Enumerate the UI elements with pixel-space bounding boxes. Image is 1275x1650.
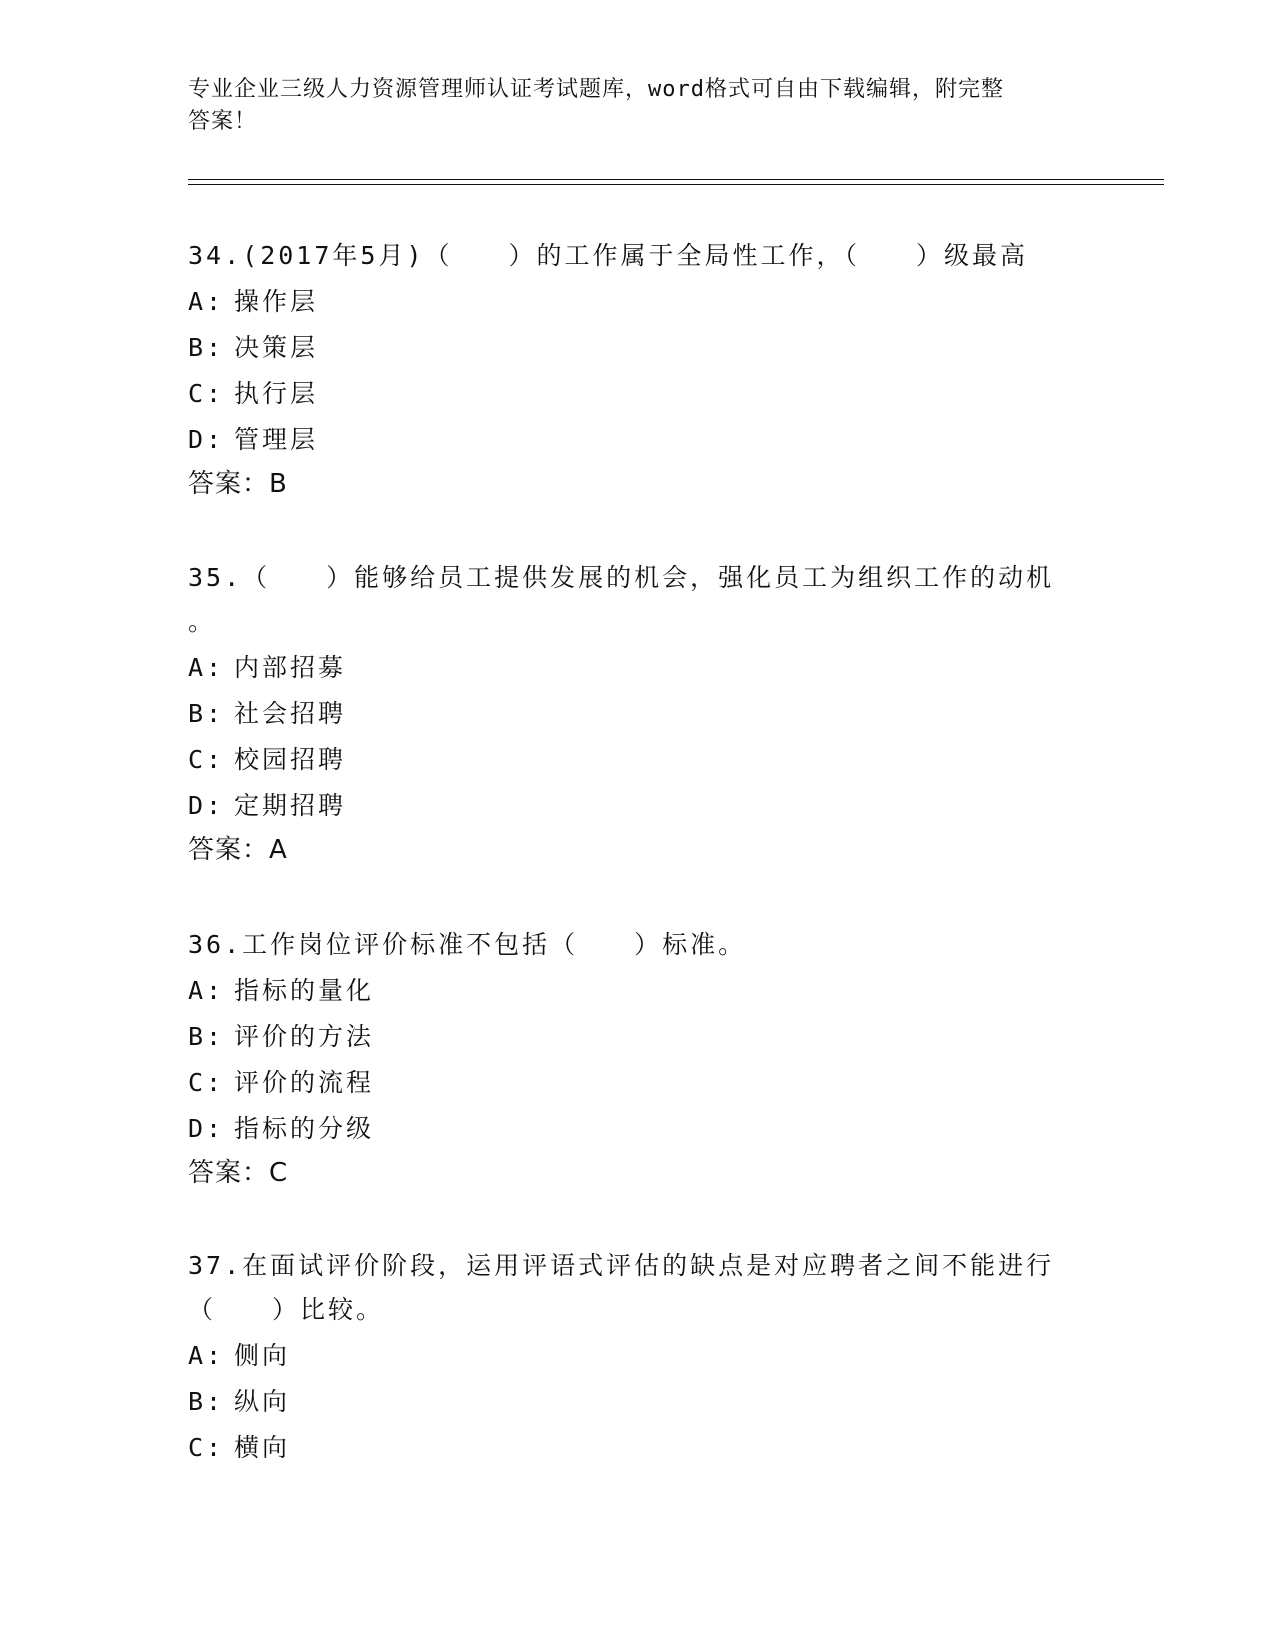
- header-line-2: 答案！: [188, 109, 258, 134]
- header-divider-top: [188, 179, 1164, 180]
- option-b: [188, 698, 1088, 730]
- header-line-1: 专业企业三级人力资源管理师认证考试题库，word格式可自由下载编辑，附完整: [188, 77, 1004, 102]
- option-text: 执行层: [234, 379, 319, 408]
- answer: 答案：C: [188, 1158, 289, 1188]
- option-label: A:: [188, 1341, 225, 1370]
- option-text: 纵向: [234, 1387, 291, 1416]
- option-text: 定期招聘: [234, 791, 347, 820]
- option-a: [188, 286, 1088, 318]
- option-label: D:: [188, 425, 225, 454]
- answer: 答案：B: [188, 469, 288, 499]
- option-text: 横向: [234, 1433, 291, 1462]
- question-stem-line-2: （ ）比较。: [188, 1295, 385, 1324]
- option-c: [188, 1432, 1088, 1464]
- option-text: 社会招聘: [234, 699, 347, 728]
- option-text: 指标的分级: [234, 1114, 375, 1143]
- option-text: 内部招募: [234, 653, 347, 682]
- option-label: B:: [188, 699, 225, 728]
- option-label: C:: [188, 1068, 225, 1097]
- option-a: [188, 652, 1088, 684]
- option-b: [188, 1386, 1088, 1418]
- option-text: 评价的流程: [234, 1068, 375, 1097]
- question-stem-line-1: 35.（ ）能够给员工提供发展的机会，强化员工为组织工作的动机: [188, 563, 1055, 592]
- option-label: D:: [188, 1114, 225, 1143]
- question-34: [188, 240, 1088, 500]
- header-divider-bottom: [188, 184, 1164, 185]
- option-c: [188, 378, 1088, 410]
- option-b: [188, 332, 1088, 364]
- option-label: A:: [188, 976, 225, 1005]
- option-label: B:: [188, 1387, 225, 1416]
- option-d: [188, 424, 1088, 456]
- question-35: [188, 562, 1088, 866]
- option-a: [188, 1340, 1088, 1372]
- option-c: [188, 744, 1088, 776]
- option-label: B:: [188, 333, 225, 362]
- question-stem: [188, 240, 1088, 272]
- option-text: 评价的方法: [234, 1022, 375, 1051]
- option-b: [188, 1021, 1088, 1053]
- option-label: A:: [188, 653, 225, 682]
- option-text: 校园招聘: [234, 745, 347, 774]
- option-text: 指标的量化: [234, 976, 375, 1005]
- option-label: C:: [188, 745, 225, 774]
- option-a: [188, 975, 1088, 1007]
- question-stem-line-1: 36.工作岗位评价标准不包括（ ）标准。: [188, 930, 747, 959]
- option-label: C:: [188, 1433, 225, 1462]
- option-label: B:: [188, 1022, 225, 1051]
- question-37: [188, 1250, 1088, 1464]
- option-c: [188, 1067, 1088, 1099]
- question-stem: [188, 1250, 1088, 1326]
- question-36: [188, 929, 1088, 1189]
- question-stem-line-1: 37.在面试评价阶段，运用评语式评估的缺点是对应聘者之间不能进行: [188, 1251, 1055, 1280]
- option-label: C:: [188, 379, 225, 408]
- answer: 答案：A: [188, 835, 288, 865]
- option-text: 决策层: [234, 333, 319, 362]
- document-header: [188, 74, 1088, 138]
- option-text: 操作层: [234, 287, 319, 316]
- question-stem: [188, 562, 1088, 638]
- option-d: [188, 790, 1088, 822]
- option-label: D:: [188, 791, 225, 820]
- question-stem-line-2: 。: [188, 607, 217, 636]
- question-stem: [188, 929, 1088, 961]
- question-stem-line-1: 34.(2017年5月)（ ）的工作属于全局性工作，（ ）级最高: [188, 241, 1029, 270]
- option-text: 侧向: [234, 1341, 291, 1370]
- option-d: [188, 1113, 1088, 1145]
- option-label: A:: [188, 287, 225, 316]
- option-text: 管理层: [234, 425, 319, 454]
